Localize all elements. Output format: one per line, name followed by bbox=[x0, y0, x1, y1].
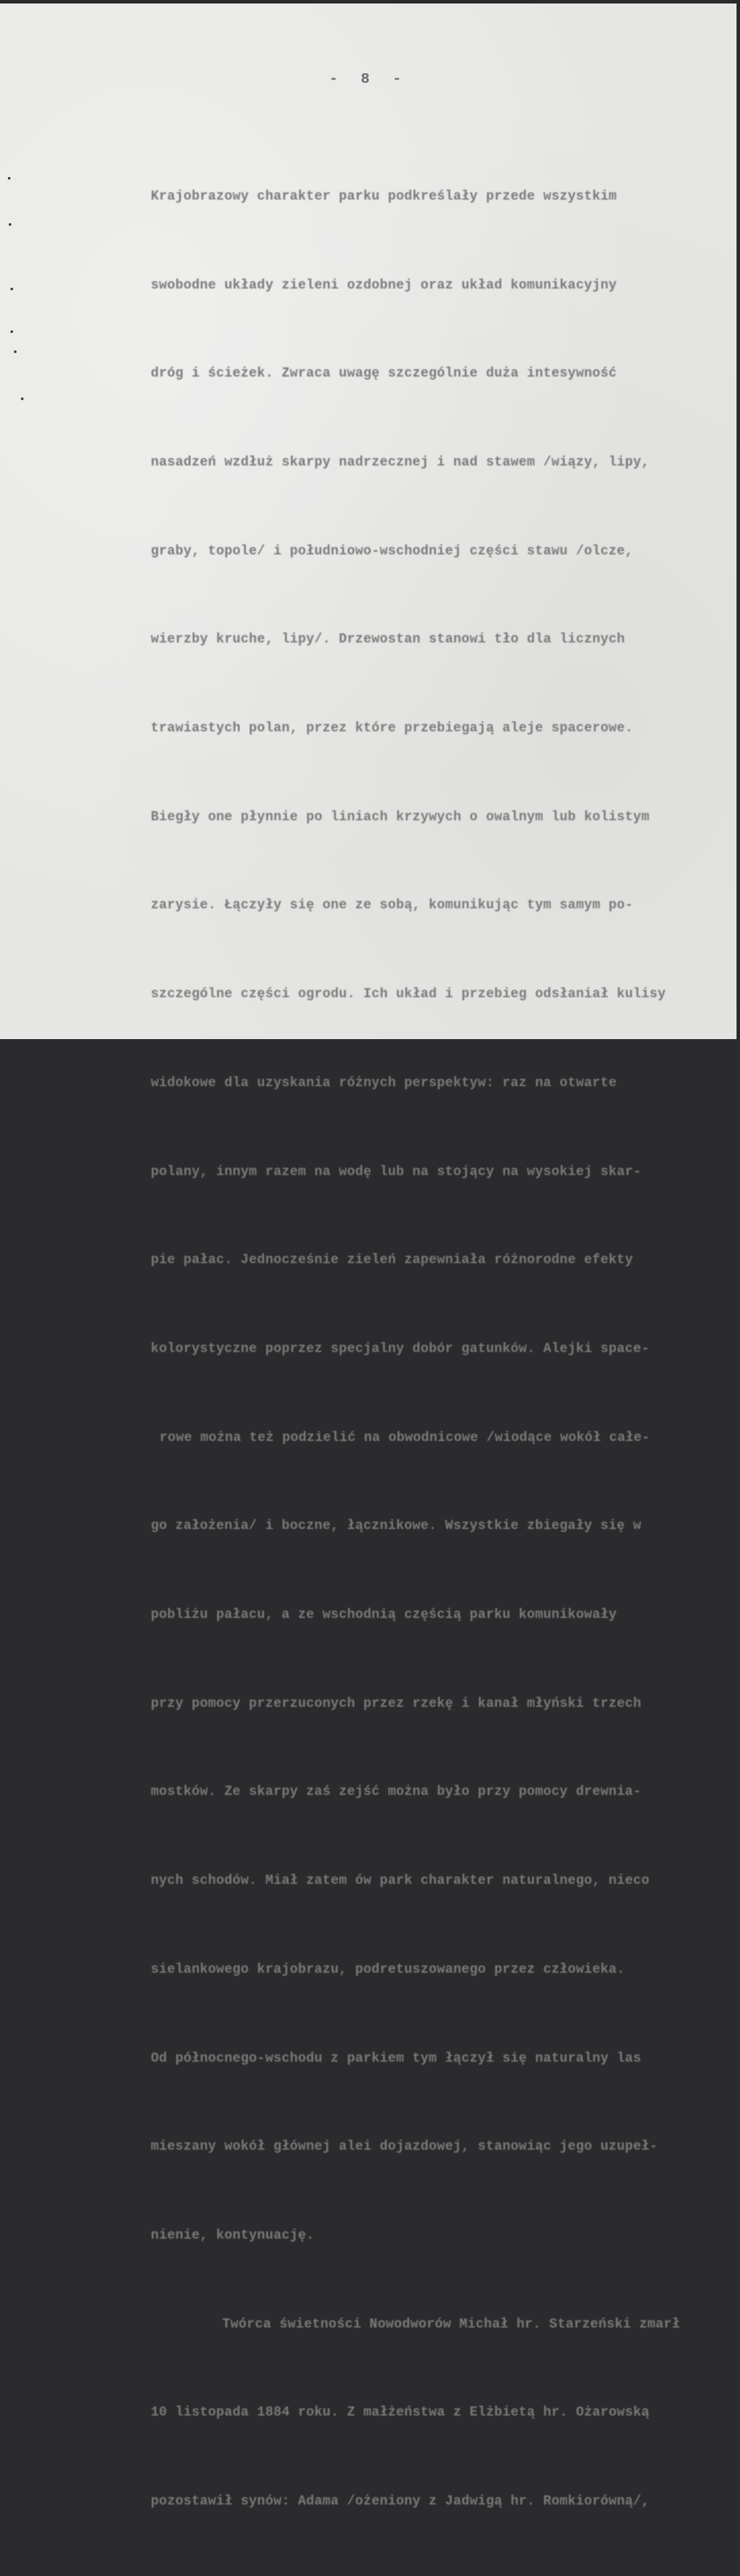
text-line: nienie, kontynuację. bbox=[151, 2226, 315, 2243]
text-line: mostków. Ze skarpy zaś zejść można było przy pomocy drewnia- bbox=[151, 1784, 642, 1800]
text-line: Od północnego-wschodu z parkiem tym łączył się naturalny las bbox=[151, 2049, 642, 2066]
margin-mark bbox=[8, 177, 10, 180]
text-line: kolorystyczne poprzez specjalny dobór gatunków. Alejki space- bbox=[151, 1340, 650, 1356]
margin-mark bbox=[9, 223, 11, 226]
text-line: mieszany wokół głównej alei dojazdowej, stanowiąc jego uzupeł- bbox=[151, 2138, 658, 2155]
text-line: sielankowego krajobrazu, podretuszowanego przez człowieka. bbox=[151, 1961, 626, 1977]
text-line: pie pałac. Jednocześnie zieleń zapewniała różnorodne efekty bbox=[151, 1252, 634, 1268]
text-line: pozostawił synów: Adama /ożeniony z Jadwigą hr. Romkiorówną/, bbox=[151, 2493, 650, 2510]
text-line: Twórca świetności Nowodworów Michał hr. Starzeński zmarł bbox=[222, 2315, 681, 2332]
text-line: 10 listopada 1884 roku. Z małżeństwa z Elżbietą hr. Ożarowską bbox=[151, 2404, 650, 2421]
page-number: - 8 - bbox=[329, 71, 409, 88]
text-line: Krajobrazowy charakter parku podkreślały przede wszystkim bbox=[151, 187, 617, 204]
text-line: widokowe dla uzyskania różnych perspektyw: raz na otwarte bbox=[151, 1074, 617, 1091]
text-line: go założenia/ i boczne, łącznikowe. Wszystkie zbiegały się w bbox=[151, 1518, 642, 1534]
text-line: polany, innym razem na wodę lub na stojący na wysokiej skar- bbox=[151, 1163, 642, 1179]
text-line: pobliżu pałacu, a ze wschodnią częścią parku komunikowały bbox=[151, 1607, 617, 1623]
text-line: nasadzeń wzdłuż skarpy nadrzecznej i nad stawem /wiązy, lipy, bbox=[151, 453, 650, 470]
text-line: rowe można też podzielić na obwodnicowe /wiodące wokół całe- bbox=[160, 1429, 650, 1445]
margin-mark bbox=[14, 350, 17, 353]
typewritten-body bbox=[151, 123, 726, 2576]
text-line: dróg i ścieżek. Zwraca uwagę szczególnie duża intesywność bbox=[151, 365, 617, 382]
margin-mark bbox=[10, 330, 13, 333]
text-line: zarysie. Łączyły się one ze sobą, komunikując tym samym po- bbox=[151, 897, 634, 914]
text-line: swobodne układy zieleni ozdobnej oraz układ komunikacyjny bbox=[151, 276, 617, 293]
text-line: trawiastych polan, przez które przebiegają aleje spacerowe. bbox=[151, 720, 634, 737]
text-line: Biegły one płynnie po liniach krzywych o owalnym lub kolistym bbox=[151, 808, 650, 825]
text-line: nych schodów. Miał zatem ów park charakter naturalnego, nieco bbox=[151, 1873, 650, 1889]
text-line: wierzby kruche, lipy/. Drzewostan stanowi tło dla licznych bbox=[151, 631, 626, 648]
document-page bbox=[0, 3, 737, 2510]
text-line: szczególne części ogrodu. Ich układ i przebieg odsłaniał kulisy bbox=[151, 986, 666, 1003]
text-line: przy pomocy przerzuconych przez rzekę i kanał młyński trzech bbox=[151, 1695, 642, 1711]
margin-mark bbox=[10, 288, 13, 290]
text-line: graby, topole/ i południowo-wschodniej części stawu /olcze, bbox=[151, 542, 634, 559]
margin-mark bbox=[21, 398, 24, 400]
